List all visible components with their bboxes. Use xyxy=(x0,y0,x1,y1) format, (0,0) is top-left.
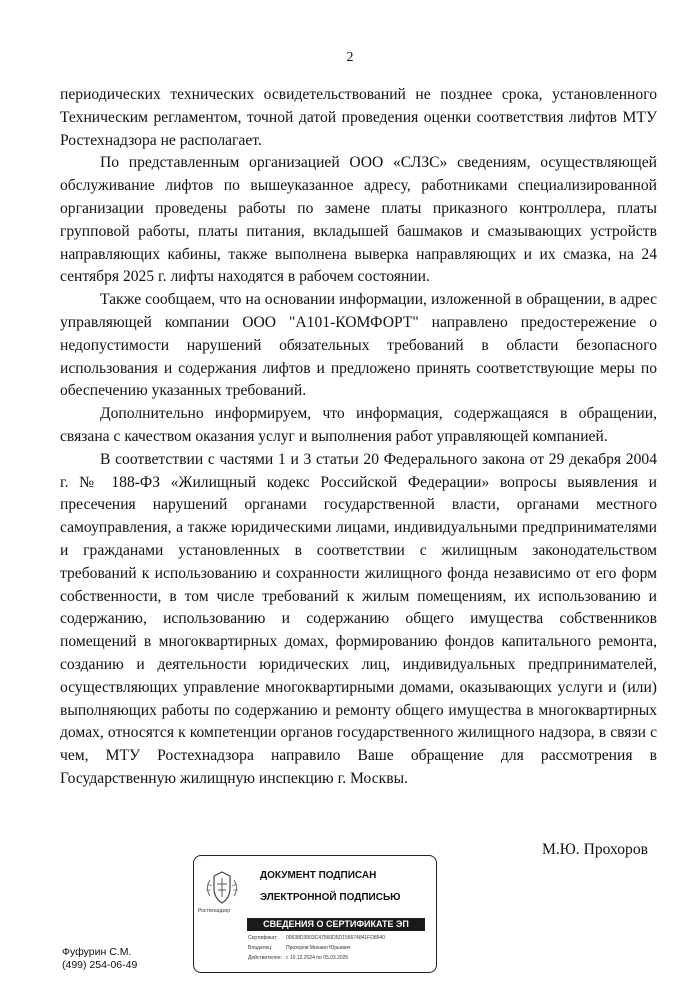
certificate-label: Сертификат: xyxy=(248,935,278,941)
certificate-row xyxy=(248,935,385,941)
executor-phone: (499) 254-06-49 xyxy=(62,959,138,971)
electronic-signature-stamp xyxy=(193,855,437,973)
certificate-value: 00638D3903C47560D5D156674841FD8540 xyxy=(286,935,385,941)
page-number: 2 xyxy=(346,50,354,65)
stamp-title-line2: ЭЛЕКТРОННОЙ ПОДПИСЬЮ xyxy=(260,892,401,903)
validity-row xyxy=(248,955,348,961)
stamp-title-line1: ДОКУМЕНТ ПОДПИСАН xyxy=(260,870,377,881)
emblem-caption: Ростехнадзор xyxy=(198,908,231,914)
paragraph-5: В соответствии с частями 1 и 3 статьи 20 Федерального закона от 29 декабря 2004 г. № 188-ФЗ «Жилищный кодекс Российской Федерации» вопросы выявления и пресечения нарушений органами государственной власти, органами местного самоуправления, а также юридическими лицами, индивидуальными предпринимателями и гражданами установленных в соответствии с жилищным законодательством требований к использованию и сохранности жилищного фонда независимо от его форм собственности, в том числе требований к жилым помещениям, их использованию и содержанию, использованию и содержанию общего имущества собственников помещений в многоквартирных домах, формированию фондов капитального ремонта, созданию и деятельности юридических лиц, индивидуальных предпринимателей, осуществляющих управление многоквартирными домами, оказывающих услуги и (или) выполняющих работы по содержанию и ремонту общего имущества в многоквартирных домах, относятся к компетенции органов государственного жилищного надзора, в связи с чем, МТУ Ростехнадзора направило Ваше обращение для рассмотрения в Государственную жилищную инспекцию г. Москвы. xyxy=(60,450,657,787)
paragraph-3: Также сообщаем, что на основании информации, изложенной в обращении, в адрес управляющей компании ООО "А101-КОМФОРТ" направлено предостережение о недопустимости нарушений обязательных требований в области безопасного использования и содержания лифтов и предложено принять соответствующие меры по обеспечению указанных требований. xyxy=(60,291,657,400)
validity-value: с 10.12.2024 по 05.03.2026 xyxy=(286,955,349,961)
owner-label: Владелец: xyxy=(248,945,273,951)
signer-name: М.Ю. Прохоров xyxy=(541,841,648,858)
paragraph-1: периодических технических освидетельствований не позднее срока, установленного Техническим регламентом, точной датой проведения оценки соответствия лифтов МТУ Ростехнадзора не располагает. xyxy=(60,86,657,149)
owner-value: Прохоров Михаил Юрьевич xyxy=(286,945,351,951)
letter-body xyxy=(60,84,657,791)
validity-label: Действителен: xyxy=(248,955,282,961)
owner-row xyxy=(248,945,351,951)
paragraph-2: По представленным организацией ООО «СЛЗС» сведениям, осуществляющей обслуживание лифтов по вышеуказанное адресу, работниками специализированной организации проведены работы по замене платы приказного контроллера, платы групповой работы, платы питания, вкладышей башмаков и смазывающих устройств направляющих кабины, также выполнена выверка направляющих и их смазка, на 24 сентября 2025 г. лифты находятся в рабочем состоянии. xyxy=(60,154,657,286)
executor-name: Фуфурин С.М. xyxy=(62,946,132,958)
paragraph-4: Дополнительно информируем, что информация, содержащаяся в обращении, связана с качеством оказания услуг и выполнения работ управляющей компанией. xyxy=(60,405,657,445)
certificate-header: СВЕДЕНИЯ О СЕРТИФИКАТЕ ЭП xyxy=(247,918,425,931)
executor-info xyxy=(62,946,137,972)
